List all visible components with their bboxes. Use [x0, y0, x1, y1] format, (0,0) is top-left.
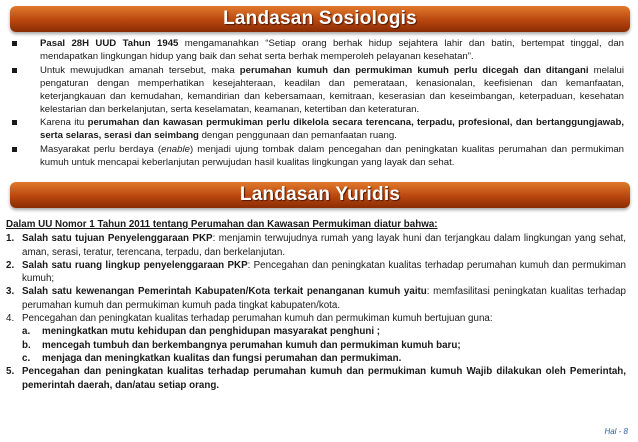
list-item: Pasal 28H UUD Tahun 1945 mengamanahkan “Setiap orang berhak hidup sejahtera lahir dan batin, bertempat tinggal, dan mendapatkan lingkungan hidup yang baik dan sehat serta berhak memperoleh pelayanan kesehatan”. [8, 38, 624, 64]
lettered-subitem: a. meningkatkan mutu kehidupan dan penghidupan masyarakat penghuni ; [22, 326, 381, 338]
yuridis-content [6, 218, 626, 392]
list-item: Karena itu perumahan dan kawasan permukiman perlu dikelola secara terencana, terpadu, profesional, dan bertanggungjawab, serta selaras, serasi dan seimbang dengan penggunaan dan pemanfaatan ruang. [8, 117, 624, 143]
numbered-item: 5. Pencegahan dan peningkatan kualitas terhadap perumahan kumuh dan permukiman kumuh Wajib dilakukan oleh Pemerintah, pemerintah daerah, dan/atau setiap orang. [6, 366, 626, 391]
square-bullet-icon [12, 147, 17, 152]
list-item: Masyarakat perlu berdaya (enable) menjadi ujung tombak dalam pencegahan dan peningkatan kualitas perumahan dan permukiman kumuh untuk mencapai keberlanjutan perwujudan hasil kualitas lingkungan yang layak dan sehat. [8, 144, 624, 170]
numbered-item: 4. Pencegahan dan peningkatan kualitas terhadap perumahan kumuh dan permukiman kumuh bertujuan guna: [6, 313, 493, 325]
lettered-subitem: c. menjaga dan meningkatkan kualitas dan fungsi perumahan dan permukiman. [22, 352, 402, 364]
list-item: Untuk mewujudkan amanah tersebut, maka perumahan kumuh dan permukiman kumuh perlu dicegah dan ditangani melalui pengaturan dengan memperhatikan kesejahteraan, keadilan dan pemerataan, kenasionalan, keefisienan dan kemanfaatan, keterjangkauan dan kemudahan, kemandirian dan kebersamaan, kemitraan, keserasian dan keseimbangan, keterpaduan, kesehatan kelestarian dan berkelanjutan, serta keselamatan, keamanan, ketertiban dan keteraturan. [8, 65, 624, 117]
lettered-subitem: b. mencegah tumbuh dan berkembangnya perumahan kumuh dan permukiman kumuh baru; [22, 339, 461, 351]
square-bullet-icon [12, 41, 17, 46]
page-number: Hal - 8 [604, 427, 628, 436]
section-title: Landasan Yuridis [239, 184, 401, 205]
section-banner-yuridis [10, 182, 630, 208]
square-bullet-icon [12, 68, 17, 73]
section-title: Landasan Sosiologis [223, 8, 417, 29]
sosiologis-bullet-list [8, 38, 624, 171]
section-banner-sosiologis [10, 6, 630, 32]
section-heading: Dalam UU Nomor 1 Tahun 2011 tentang Perumahan dan Kawasan Permukiman diatur bahwa: [6, 219, 438, 230]
numbered-item: 1. Salah satu tujuan Penyelenggaraan PKP: menjamin terwujudnya rumah yang layak huni dan terjangkau dalam lingkungan yang sehat, aman, serasi, teratur, terencana, terpadu, dan berkelanjutan. [6, 233, 626, 258]
numbered-item: 2. Salah satu ruang lingkup penyelenggaraan PKP: Pencegahan dan peningkatan kualitas terhadap perumahan kumuh dan permukiman kumuh; [6, 259, 626, 285]
square-bullet-icon [12, 120, 17, 125]
numbered-item: 3. Salah satu kewenangan Pemerintah Kabupaten/Kota terkait penanganan kumuh yaitu: memfasilitasi peningkatan kualitas terhadap perumahan kumuh dan permukiman kumuh pada tingkat kabupaten/kota. [6, 286, 626, 311]
